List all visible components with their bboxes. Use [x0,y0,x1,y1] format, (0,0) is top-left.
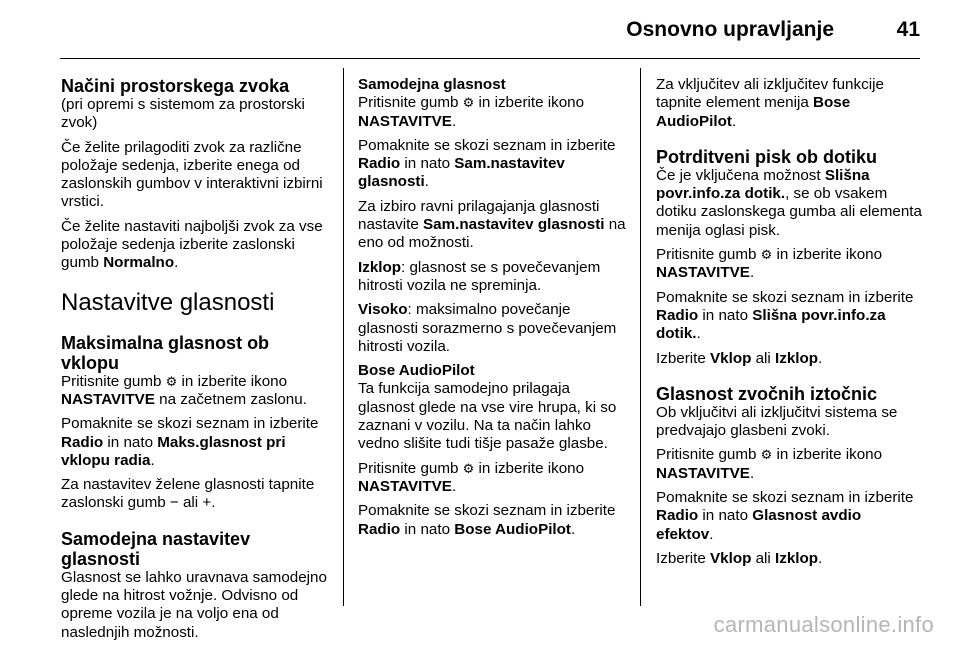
heading-max-startup-volume: Maksimalna glasnost ob vklopu [61,332,270,373]
gear-icon: ⚙ [462,95,475,111]
paragraph-c3-1: Za vključitev ali izključitev funkcije tapnite element menija Bose AudioPilot. [656,76,884,130]
ui-term: NASTAVITVE [358,112,452,130]
ui-term: Sam.nastavitev glasnosti [423,216,605,234]
ui-term: Slišna povr.info.za dotik. [656,166,870,203]
header-divider [60,58,920,59]
paragraph-max-2: Pomaknite se skozi seznam in izberite Radio in nato Maks.glasnost pri vklopu radia. [61,415,319,469]
ui-term: Sam.nastavitev glasnosti [358,155,565,191]
paragraph-c3-9: Izberite Vklop ali Izklop. [656,549,823,567]
page-number: 41 [896,18,920,41]
paragraph-c2-3: Za izbiro ravni prilagajanja glasnosti nastavite Sam.nastavitev glasnosti na eno od možnosti. [358,197,626,252]
ui-term: Slišna povr.info.za dotik. [656,306,886,343]
ui-term: Radio [358,155,401,173]
paragraph-c3-7: Pritisnite gumb ⚙ in izberite ikono NASTAVITVE. [656,446,883,482]
heading-volume-settings: Nastavitve glasnosti [61,288,275,316]
ui-term: Bose AudioPilot [454,520,571,538]
heading-audio-cue-volume: Glasnost zvočnih iztočnic [656,383,878,404]
watermark: carmanualsonline.info [713,612,934,637]
paragraph-c3-2: Če je vključena možnost Slišna povr.info.za dotik., se ob vsakem dotiku zaslonskega gumba ali elementa menija oglasi pisk. [656,166,922,239]
paragraph-max-3: Za nastavitev želene glasnosti tapnite zaslonski gumb − ali +. [61,476,315,512]
paragraph-c2-6: Ta funkcija samodejno prilagaja glasnost glede na vse vire hrupa, ki so zaznani v vozilu. Na ta način lahko vedno slišite tudi tišje pasaže glasbe. [358,380,617,453]
paragraph-spatial-2: Če želite nastaviti najboljši zvok za vse položaje sedenja izberite zaslonski gumb Normalno. [61,217,323,272]
ui-term: NASTAVITVE [61,390,155,408]
paragraph-c3-3: Pritisnite gumb ⚙ in izberite ikono NASTAVITVE. [656,246,883,282]
ui-term: NASTAVITVE [656,464,750,482]
ui-term: Bose AudioPilot [656,94,851,130]
heading-auto-volume: Samodejna nastavitev glasnosti [61,528,251,569]
subheading-bose-audiopilot: Bose AudioPilot [358,362,475,380]
paragraph-c3-6: Ob vključitvi ali izključitvi sistema se predvajajo glasbeni zvoki. [656,403,898,440]
column-3 [656,76,922,574]
ui-term: Vklop [710,549,752,567]
ui-term: Visoko [358,301,408,319]
paragraph-auto: Glasnost se lahko uravnava samodejno glede na hitrost vožnje. Odvisno od opreme vozila je na voljo ena od naslednjih možnosti. [61,568,327,641]
paragraph-c3-4: Pomaknite se skozi seznam in izberite Radio in nato Slišna povr.info.za dotik.. [656,288,914,343]
column-2 [358,76,626,545]
paragraph-spatial-1: Če želite prilagoditi zvok za različne položaje sedenja, izberite enega od zaslonskih gumbov v interaktivni izbirni vrstici. [61,138,323,211]
paragraph-c2-4: Izklop: glasnost se s povečevanjem hitrosti vozila ne spreminja. [358,258,601,294]
page-title: Osnovno upravljanje [626,18,834,41]
ui-term: NASTAVITVE [656,264,750,282]
ui-term: NASTAVITVE [358,477,452,495]
ui-term: Izklop [358,258,402,276]
paragraph-c2-5: Visoko: maksimalno povečanje glasnosti sorazmerno s povečevanjem hitrosti vozila. [358,301,617,355]
ui-term: Glasnost avdio efektov [656,507,862,543]
gear-icon: ⚙ [760,247,773,263]
paragraph-c2-7: Pritisnite gumb ⚙ in izberite ikono NASTAVITVE. [358,459,585,495]
ui-term: Vklop [710,349,752,367]
paragraph-max-1: Pritisnite gumb ⚙ in izberite ikono NASTAVITVE na začetnem zaslonu. [61,372,307,408]
ui-term: Izklop [775,349,819,367]
ui-term: Radio [358,520,401,538]
subheading-auto-volume: Samodejna glasnost [358,76,506,93]
ui-term: Radio [656,507,699,525]
gear-icon: ⚙ [462,460,475,476]
heading-touch-beep: Potrditveni pisk ob dotiku [656,146,878,167]
heading-spatial-sound: Načini prostorskega zvoka [61,76,290,96]
paragraph-c2-8: Pomaknite se skozi seznam in izberite Radio in nato Bose AudioPilot. [358,502,616,538]
gear-icon: ⚙ [165,373,178,389]
ui-term: Radio [61,433,104,451]
column-1 [61,76,329,648]
paragraph-spatial-note: (pri opremi s sistemom za prostorski zvok) [61,96,305,132]
gear-icon: ⚙ [760,447,773,463]
column-divider-right [640,68,641,606]
paragraph-c3-8: Pomaknite se skozi seznam in izberite Radio in nato Glasnost avdio efektov. [656,489,914,543]
paragraph-c2-2: Pomaknite se skozi seznam in izberite Radio in nato Sam.nastavitev glasnosti. [358,136,616,191]
ui-term: Radio [656,306,699,324]
ui-term: Izklop [775,549,819,567]
ui-term: Maks.glasnost pri vklopu radia [61,433,286,469]
ui-term: Normalno [103,254,175,272]
paragraph-c3-5: Izberite Vklop ali Izklop. [656,349,823,367]
column-divider-left [343,68,344,606]
paragraph-c2-1: Pritisnite gumb ⚙ in izberite ikono NASTAVITVE. [358,94,585,130]
